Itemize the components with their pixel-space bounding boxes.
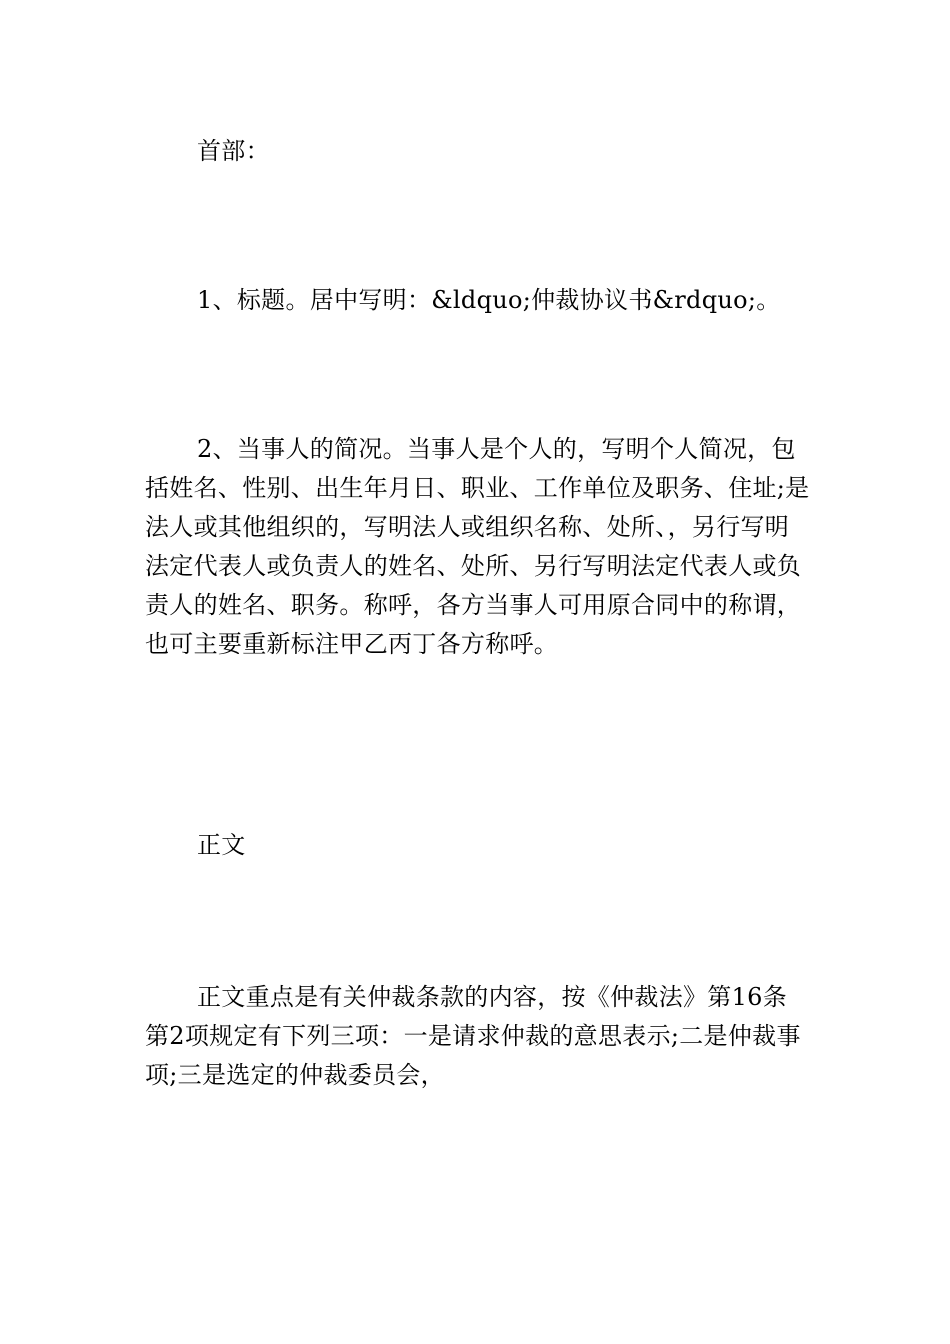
paragraph-body-content: 正文重点是有关仲裁条款的内容，按《仲裁法》第16条第2项规定有下列三项：一是请求仲裁的意思表示;二是仲裁事项;三是选定的仲裁委员会， (145, 983, 801, 1089)
paragraph-title-item: 1、标题。居中写明：&ldquo;仲裁协议书&rdquo;。 (197, 286, 781, 314)
section-heading-header: 首部： (197, 137, 270, 165)
paragraph-parties-item: 2、当事人的简况。当事人是个人的，写明个人简况，包括姓名、性别、出生年月日、职业、工作单位及职务、住址;是法人或其他组织的，写明法人或组织名称、处所、，另行写明法定代表人或负责人的姓名、处所、另行写明法定代表人或负责人的姓名、职务。称呼，各方当事人可用原合同中的称谓，也可主要重新标注甲乙丙丁各方称呼。 (145, 435, 810, 658)
section-heading-body: 正文 (197, 831, 246, 859)
